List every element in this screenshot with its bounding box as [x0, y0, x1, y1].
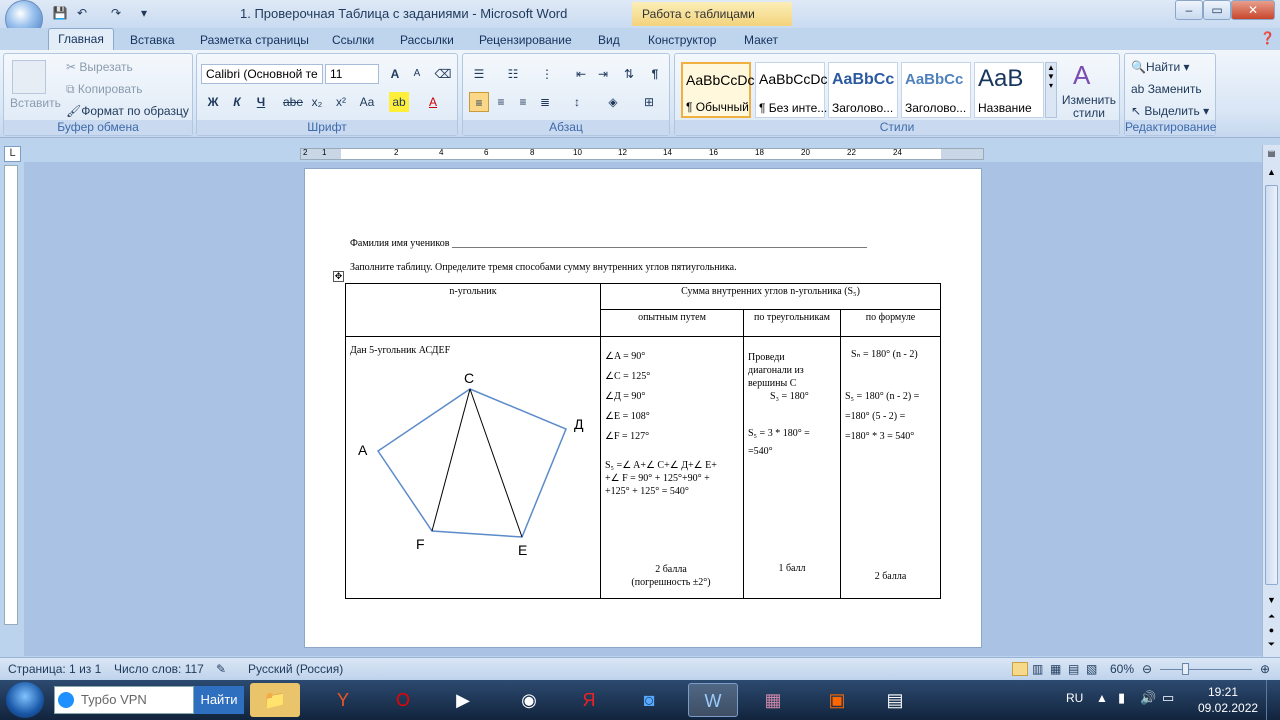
formula-solution: [845, 387, 919, 447]
sum-line: S₅ =∠ A+∠ C+∠ Д+∠ E+: [605, 460, 717, 471]
search-button[interactable]: Найти: [194, 686, 244, 714]
tri-line: =540°: [748, 446, 773, 457]
styles-group: [674, 53, 1120, 136]
chrome-icon[interactable]: ◉: [521, 690, 537, 710]
clear-format-icon[interactable]: ⌫: [434, 67, 452, 81]
ruler-mark: 22: [847, 148, 856, 157]
multilevel-list-icon[interactable]: ⋮: [541, 67, 553, 81]
subscript-button[interactable]: x₂: [311, 95, 323, 109]
ruler-mark: 10: [573, 148, 582, 157]
paragraph-group-label: Абзац: [463, 120, 669, 135]
scroll-down-icon[interactable]: ▼: [1267, 595, 1276, 605]
format-painter-button[interactable]: [66, 104, 189, 118]
tab-mailings[interactable]: Рассылки: [400, 33, 454, 47]
increase-indent-icon[interactable]: ⇥: [597, 67, 609, 81]
presentation-icon[interactable]: ▣: [828, 690, 846, 710]
spellcheck-icon[interactable]: ✎: [216, 662, 227, 676]
change-styles-icon[interactable]: A: [1073, 60, 1091, 90]
styles-group-label: Стили: [675, 120, 1119, 135]
binoculars-icon: 🔍: [1131, 60, 1146, 74]
tab-design[interactable]: Конструктор: [648, 33, 717, 47]
tri-line: Проведи: [748, 352, 785, 363]
change-case-button[interactable]: Aa: [359, 95, 375, 109]
tab-page-layout[interactable]: Разметка страницы: [200, 33, 309, 47]
pentagon-shape: [378, 389, 566, 537]
clipboard-group: [3, 53, 193, 136]
vertex-label-a: A: [358, 442, 368, 458]
file-explorer-icon[interactable]: 📁: [250, 683, 300, 717]
tab-home[interactable]: Главная: [48, 28, 114, 51]
redo-icon[interactable]: ↷: [110, 6, 122, 20]
help-icon[interactable]: ❓: [1260, 31, 1275, 45]
ruler-mark: 4: [439, 148, 444, 157]
angle-c: ∠C = 125°: [605, 371, 651, 382]
replace-button[interactable]: [1131, 82, 1202, 96]
ruler-mark: 20: [801, 148, 810, 157]
paragraph-group: [462, 53, 670, 136]
paste-button[interactable]: Вставить: [10, 96, 61, 110]
replace-icon: ab: [1131, 82, 1148, 96]
select-icon: ↖: [1131, 104, 1145, 118]
sum-line: +125° + 125° = 540°: [605, 486, 689, 497]
horizontal-ruler[interactable]: [300, 148, 984, 160]
opera-icon[interactable]: O: [395, 690, 410, 710]
format-painter-label: Формат по образцу: [81, 104, 189, 118]
align-center-icon[interactable]: ≡: [497, 95, 505, 109]
vertex-label-e: E: [518, 542, 528, 558]
triangles-instruction: [748, 351, 809, 403]
cut-button[interactable]: [66, 60, 133, 74]
font-group: [196, 53, 458, 136]
tri-line: S₃ = 180°: [770, 391, 809, 402]
select-label: Выделить: [1144, 104, 1200, 118]
sum-line: +∠ F = 90° + 125°+90° +: [605, 473, 710, 484]
language[interactable]: Русский (Россия): [248, 662, 344, 676]
title-bar: [0, 0, 1280, 28]
shrink-font-button[interactable]: A: [413, 68, 421, 79]
formula-line: =180° (5 - 2) =: [845, 411, 906, 422]
paste-icon[interactable]: [12, 60, 46, 94]
cell-pentagon[interactable]: [346, 337, 601, 599]
style-name: ¶ Обычный: [686, 100, 749, 114]
header-formula[interactable]: по формуле: [841, 310, 941, 337]
vpn-icon: [58, 692, 74, 708]
find-label: Найти: [1145, 60, 1181, 74]
style-normal[interactable]: [681, 62, 755, 118]
yandex-browser-icon[interactable]: Y: [336, 690, 349, 710]
formula-line: S₅ = 180° (n - 2) =: [845, 391, 920, 402]
task-instruction[interactable]: Заполните таблицу. Определите тремя способами сумму внутренних углов пятиугольника.: [350, 262, 737, 273]
find-button[interactable]: 🔍Найти ▾: [1131, 60, 1190, 74]
search-input[interactable]: Турбо VPN: [54, 686, 194, 714]
volume-icon[interactable]: 🔊: [1140, 690, 1157, 705]
font-name-select[interactable]: Calibri (Основной те: [201, 64, 323, 84]
save-icon[interactable]: 💾: [52, 6, 68, 20]
vertical-scrollbar[interactable]: [1262, 145, 1280, 657]
superscript-button[interactable]: x²: [336, 95, 346, 109]
clipboard-group-label: Буфер обмена: [4, 120, 192, 135]
font-size-select[interactable]: 11: [325, 64, 379, 84]
clock-time[interactable]: 19:21: [1208, 685, 1239, 699]
minimize-button[interactable]: –: [1175, 0, 1203, 20]
sort-icon[interactable]: ⇅: [623, 67, 635, 81]
ruler-mark: 14: [663, 148, 672, 157]
align-right-icon[interactable]: ≡: [519, 95, 527, 109]
context-tab-table-tools: Работа с таблицами: [632, 2, 792, 26]
style-heading-1[interactable]: [828, 62, 898, 118]
select-button[interactable]: ↖ Выделить ▾: [1131, 104, 1210, 118]
justify-icon[interactable]: ≣: [539, 95, 551, 109]
diagonal-ce: [470, 389, 522, 537]
status-bar: [0, 657, 1280, 679]
ruler-mark: 1: [322, 148, 327, 157]
score-experimental: [601, 563, 741, 589]
print-layout-view-icon[interactable]: [1012, 662, 1028, 676]
italic-button[interactable]: К: [233, 95, 241, 109]
start-button[interactable]: [6, 682, 44, 718]
bold-button[interactable]: Ж: [207, 95, 219, 109]
web-view-icon[interactable]: ▦: [1050, 662, 1062, 676]
word-icon[interactable]: W: [688, 683, 738, 717]
zoom-in-icon[interactable]: ⊕: [1260, 662, 1271, 676]
tab-references[interactable]: Ссылки: [332, 33, 375, 47]
tab-layout[interactable]: Макет: [744, 33, 778, 47]
style-no-spacing[interactable]: [755, 62, 828, 118]
copy-icon: ⧉: [66, 82, 78, 96]
ruler-mark: 18: [755, 148, 764, 157]
strike-button[interactable]: abe: [283, 95, 304, 109]
customize-toolbar-icon[interactable]: ▾: [140, 6, 148, 20]
ruler-mark: 24: [893, 148, 902, 157]
next-page-icon[interactable]: ⏷: [1267, 639, 1276, 649]
network-icon[interactable]: ▮: [1118, 690, 1126, 705]
replace-label: Заменить: [1147, 82, 1202, 96]
tri-line: S₅ = 3 * 180° =: [748, 428, 810, 439]
style-preview: AaBbCc: [832, 71, 895, 88]
ruler-mark: 2: [303, 148, 308, 157]
pentagon-figure: [346, 337, 601, 599]
zoom-slider[interactable]: [1160, 669, 1252, 670]
header-ngon[interactable]: n-угольник: [346, 284, 601, 337]
cut-label: Вырезать: [79, 60, 133, 74]
sum-experimental: [605, 459, 717, 498]
yandex-icon[interactable]: Я: [582, 690, 596, 710]
ribbon: [0, 50, 1280, 138]
scissors-icon: ✂: [66, 60, 80, 74]
vertex-label-d: Д: [574, 416, 584, 432]
style-name: Заголово...: [905, 101, 967, 115]
undo-icon[interactable]: ↶: [76, 6, 88, 20]
battery-icon[interactable]: ▭: [1162, 690, 1175, 705]
style-preview: AaB: [978, 65, 1024, 92]
styles-scroll[interactable]: ▲ ▼ ▾: [1045, 62, 1057, 118]
triangles-sum: [748, 425, 810, 461]
borders-icon[interactable]: ⊞: [643, 95, 655, 109]
tab-insert[interactable]: Вставка: [130, 33, 175, 47]
font-color-icon[interactable]: A: [428, 95, 437, 109]
editing-group-label: Редактирование: [1125, 120, 1217, 134]
grow-font-button[interactable]: A: [390, 67, 400, 81]
score-points: 2 балла: [655, 564, 687, 575]
header-sum[interactable]: Сумма внутренних углов n-угольника (S₅): [601, 284, 941, 310]
header-experimental[interactable]: опытным путем: [601, 310, 744, 337]
winrar-icon[interactable]: ▦: [764, 690, 782, 710]
style-name: Заголово...: [832, 101, 894, 115]
close-button[interactable]: ✕: [1231, 0, 1275, 20]
zoom-slider-thumb[interactable]: [1182, 663, 1189, 675]
outline-view-icon[interactable]: ▤: [1068, 662, 1080, 676]
change-styles-button[interactable]: Изменить стили: [1061, 93, 1117, 120]
word-count[interactable]: Число слов: 117: [114, 662, 204, 676]
style-title[interactable]: [974, 62, 1044, 118]
tab-review[interactable]: Рецензирование: [479, 33, 572, 47]
ruler-mark: 6: [484, 148, 489, 157]
formula-line: =180° * 3 = 540°: [845, 431, 915, 442]
language-indicator[interactable]: RU: [1066, 691, 1084, 705]
ribbon-tabs: [0, 28, 1280, 50]
bullets-icon[interactable]: ☰: [473, 67, 485, 81]
ruler-toggle-icon[interactable]: ▤: [1267, 149, 1276, 158]
table-move-handle[interactable]: ✥: [334, 271, 343, 281]
prev-page-icon[interactable]: ⏶: [1267, 611, 1276, 621]
zoom-app-icon[interactable]: ◙: [643, 690, 655, 710]
style-preview: AaBbCcDc: [686, 72, 755, 88]
ruler-mark: 16: [709, 148, 718, 157]
clock-date[interactable]: 09.02.2022: [1198, 701, 1259, 715]
tab-view[interactable]: Вид: [598, 33, 620, 47]
angle-d: ∠Д = 90°: [605, 391, 646, 402]
calculator-icon[interactable]: ▤: [886, 690, 904, 710]
numbering-icon[interactable]: ☷: [507, 67, 519, 81]
task-table: [345, 283, 941, 599]
students-name-line[interactable]: Фамилия имя учеников ___________________________________________________________________________________: [350, 238, 867, 249]
angle-a: ∠A = 90°: [605, 351, 646, 362]
line-spacing-icon[interactable]: ↕: [574, 95, 580, 109]
ruler-mark: 2: [394, 148, 399, 157]
style-name: Название: [978, 101, 1032, 115]
zoom-out-icon[interactable]: ⊖: [1142, 662, 1153, 676]
score-formula: 2 балла: [874, 571, 907, 582]
cell-triangles[interactable]: [744, 337, 841, 599]
tri-line: диагонали из: [748, 365, 804, 376]
reading-view-icon[interactable]: ▥: [1032, 662, 1044, 676]
style-preview: AaBbCcDc: [759, 71, 828, 87]
score-triangles: 1 балл: [778, 563, 806, 574]
vertex-label-f: F: [416, 536, 425, 552]
given-pentagon-text: Дан 5-угольник АСДЕF: [350, 345, 451, 356]
browse-object-icon[interactable]: ●: [1268, 625, 1275, 635]
tray-expand-icon[interactable]: ▲: [1096, 691, 1108, 705]
zoom-level[interactable]: 60%: [1110, 662, 1135, 676]
style-heading-2[interactable]: [901, 62, 971, 118]
vertical-ruler[interactable]: [4, 165, 18, 625]
shading-icon[interactable]: ◈: [608, 95, 618, 109]
align-left-icon[interactable]: ≡: [469, 92, 489, 112]
copy-button[interactable]: [66, 82, 143, 97]
underline-button[interactable]: Ч: [256, 95, 266, 109]
cell-formula[interactable]: [841, 337, 941, 599]
tri-line: вершины С: [748, 378, 797, 389]
cell-experimental[interactable]: [601, 337, 744, 599]
scroll-up-icon[interactable]: ▲: [1267, 167, 1276, 177]
page-count[interactable]: Страница: 1 из 1: [8, 662, 102, 676]
window-title: 1. Проверочная Таблица с заданиями - Microsoft Word: [240, 6, 568, 21]
ruler-mark: 12: [618, 148, 627, 157]
style-name: ¶ Без инте...: [759, 101, 828, 115]
media-player-icon[interactable]: ▶: [456, 690, 470, 710]
highlight-icon[interactable]: ab: [389, 92, 409, 112]
show-desktop-button[interactable]: [1266, 680, 1280, 720]
decrease-indent-icon[interactable]: ⇤: [575, 67, 587, 81]
ruler-tab-selector[interactable]: L: [4, 146, 21, 162]
style-preview: AaBbCc: [905, 71, 964, 88]
font-group-label: Шрифт: [197, 120, 457, 135]
vertex-label-c: C: [464, 370, 475, 386]
draft-view-icon[interactable]: ▧: [1086, 662, 1098, 676]
angle-f: ∠F = 127°: [605, 431, 650, 442]
show-marks-icon[interactable]: ¶: [651, 67, 659, 81]
taskbar: [0, 680, 1280, 720]
formula-general: Sₙ = 180° (n - 2): [851, 349, 918, 360]
maximize-button[interactable]: ▭: [1203, 0, 1231, 20]
angle-e: ∠E = 108°: [605, 411, 650, 422]
scroll-thumb[interactable]: [1265, 185, 1278, 585]
copy-label: Копировать: [77, 82, 143, 96]
brush-icon: 🖌: [66, 104, 82, 118]
ruler-mark: 8: [530, 148, 535, 157]
header-triangles[interactable]: по треугольникам: [744, 310, 841, 337]
angles-list: [605, 347, 650, 447]
score-tolerance: (погрешность ±2°): [631, 577, 711, 588]
editing-group: [1124, 53, 1216, 136]
